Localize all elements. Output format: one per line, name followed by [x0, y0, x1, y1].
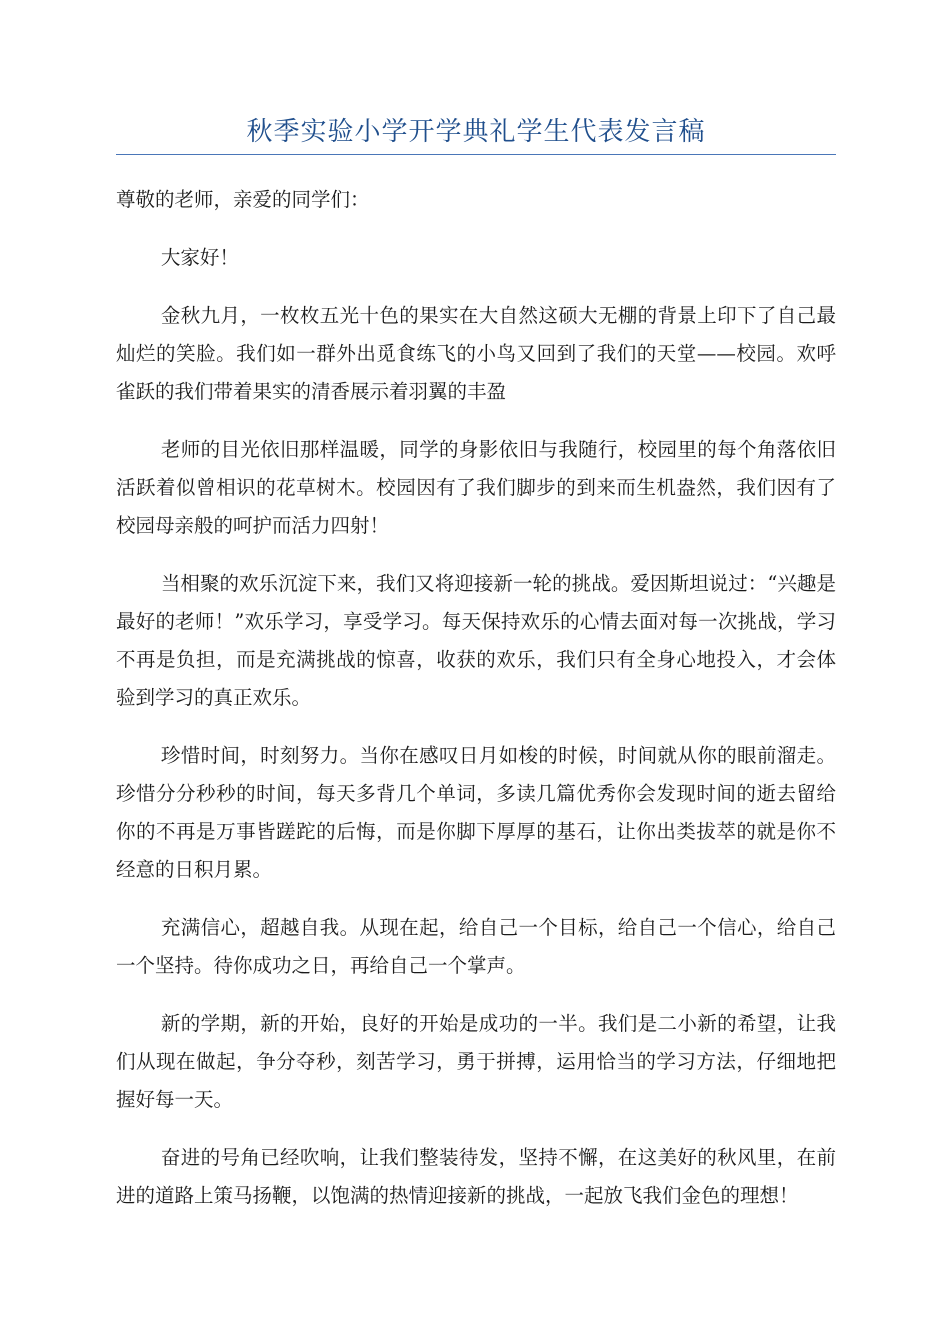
paragraph-time: 珍惜时间，时刻努力。当你在感叹日月如梭的时候，时间就从你的眼前溜走。珍惜分分秒秒的时间，每天多背几个单词，多读几篇优秀你会发现时间的逝去留给你的不再是万事皆蹉跎的后悔，而是你脚下厚厚的基石，让你出类拔萃的就是你不经意的日积月累。: [116, 744, 836, 881]
paragraph-autumn: 金秋九月，一枚枚五光十色的果实在大自然这硕大无棚的背景上印下了自己最灿烂的笑脸。我们如一群外出觅食练飞的小鸟又回到了我们的天堂——校园。欢呼雀跃的我们带着果实的清香展示着羽翼的丰盈: [116, 304, 836, 403]
paragraph-closing: 奋进的号角已经吹响，让我们整装待发，坚持不懈，在这美好的秋风里，在前进的道路上策马扬鞭，以饱满的热情迎接新的挑战，一起放飞我们金色的理想！: [116, 1146, 836, 1207]
paragraph-campus: 老师的目光依旧那样温暖，同学的身影依旧与我随行，校园里的每个角落依旧活跃着似曾相识的花草树木。校园因有了我们脚步的到来而生机盎然，我们因有了校园母亲般的呵护而活力四射！: [116, 438, 836, 537]
paragraph-confidence: 充满信心，超越自我。从现在起，给自己一个目标，给自己一个信心，给自己一个坚持。待你成功之日，再给自己一个掌声。: [116, 916, 836, 977]
document-page: [116, 112, 836, 1215]
paragraph-new-term: 新的学期，新的开始，良好的开始是成功的一半。我们是二小新的希望，让我们从现在做起，争分夺秒，刻苦学习，勇于拼搏，运用恰当的学习方法，仔细地把握好每一天。: [116, 1012, 836, 1111]
paragraph-challenge: 当相聚的欢乐沉淀下来，我们又将迎接新一轮的挑战。爱因斯坦说过：“兴趣是最好的老师！”欢乐学习，享受学习。每天保持欢乐的心情去面对每一次挑战，学习不再是负担，而是充满挑战的惊喜，收获的欢乐，我们只有全身心地投入，才会体验到学习的真正欢乐。: [116, 572, 836, 709]
document-title: 秋季实验小学开学典礼学生代表发言稿: [116, 112, 836, 155]
salutation: 尊敬的老师，亲爱的同学们：: [116, 188, 370, 211]
paragraph-greeting: 大家好！: [160, 246, 239, 269]
